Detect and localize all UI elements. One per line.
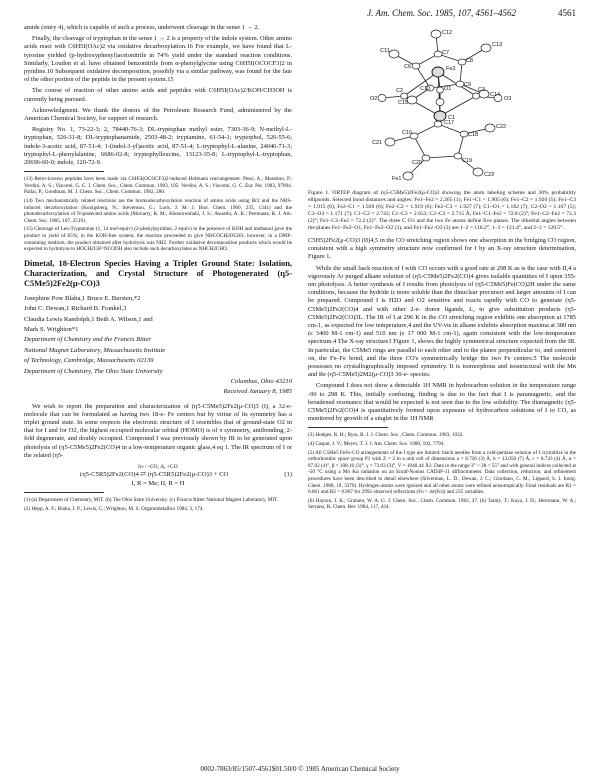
footnote-13: (13) Retro-inverso peptides have been made via C6H5I(OCOCF3)2-induced Hofmann rearrangement. Pessi, A.; Massimo, P.; Verdini, A. S.; Viscomi, G. C. J. Chem. Soc., Chem. Commun. 1983, 195. Verdini, A. S.; Viscomi, G. C. Eur. Pat. 1983, 97994. Pallai, P.; Goodman, M. J. Chem. Soc., Chem. Commun. 1982, 280. (24, 176, 292, 196)
right-column (308, 24, 576, 513)
affiliation-footnote-2: (2) Hepp, A. F.; Blaha, J. P.; Lewis, C.; Wrighton, M. S. Organometallics 1984, 3, 174. (24, 505, 204, 512)
atom-label: C20 (412, 160, 423, 166)
atom-label: O2 (370, 96, 378, 102)
footnote-5: (5) All C5Me5 FeFe-CO arrangements of the I type are limited: black needles from a cold-pentane solution of I crystallize in the orthorhombic space group P1 with Z = 2 in a unit cell of dimensions a = 8.736 (3) Å, b = 13.050 (7) Å, c = 8.743 (4) Å, α = 87.02 (4)°, β = 108.16 (3)°, γ = 73.03 (3)°, V = 1040.44 Å3. Data in the range 3° < 2θ < 55° and with general indices collected at -50 °C using a Mo Kα radiation on an Enraf-Nonius CAD4F-11 diffractometer. Data collection, reduction, and refinement procedures have been described in detail elsewhere (Silverman, L. D.; Dewan, J. C.; Giordano, C. M.; Lippard, S. J. Inorg. Chem. 1980, 19, 3379). Hydrogen atoms were ignored and all other atoms were refined anisotropically. Final residuals are R1 = 0.061 and R2 = 0.067 for 2992 observed reflections (Fo > 4σ(Fo)) and 235 variables. (308, 449, 576, 496)
atom-label: C3 (478, 87, 486, 93)
atom-label: O1 (444, 86, 452, 92)
equation-number: (1) (284, 471, 292, 479)
right-paragraph-3: Compound I does not show a detectable 1H NMR in hydrocarbon solution in the temperature range -90 to 298 K. This, initially confusing, finding is due to the fact that I is paramagnetic, and the broadened resonance that would be expected is not seen due to the low solubility. The diamagnetic (η5-C5Me5)2Fe2(CO)4 is quantitatively formed upon exposure of hydrocarbon solutions of I to CO, as monitored by growth of a singlet in the 1H NMR (308, 382, 576, 423)
intro-paragraph-2: Finally, the cleavage of tryptophan in the sense 1 → 2 is a property of the indole system. Other amino acids react with C6H5I(OAc)2 via oxidative decarboxylation.16 For example, we have found that L-tyrosine yielded (p-hydroxyphenyl)acetonitrile in 74% yield under the standard reaction conditions. Similarly, Loudon et al. have obtained benzonitrile from α-phenylglycine using C6H5I(OCOCF3)2 in pyridine.10 Subsequent oxidative decomposition, possibly via a similar pathway, was found for the fate of the other portion of the peptide in the present system.15 (24, 35, 292, 84)
page-number: 4561 (558, 8, 576, 18)
affiliation-line-1: Department of Chemistry and the Francis Bitter (24, 336, 152, 344)
page-footer: 0002-7863/85/1507-4561$01.50/0 © 1985 American Chemical Society (200, 765, 400, 773)
right-paragraph-2: While the small back reaction of I with CO occurs with a good rate at 298 K as is the case with II,4 a vigorously Ar purged alkane solution of (η5-C5Me5)2Fe2(CO)4 gives isolable quantities of I upon 355-nm photolysis. A better synthesis of I results from photolysis of (η5-C5Me5)Fe(CO)2H under the same conditions, because the hydride is more soluble than the dinuclear precursor and larger amounts of I can be prepared. Compound I is H2O and O2 sensitive and reacts rapidly with CO to generate (η5-C5Me5)2Fe2(CO)4 and with other 2-e- donor ligands, L, to give substitution products (η5-C5Me5)2Fe2(CO)3L. The IR of I at 296 K in the CO stretching region exhibits one absorption at 1785 cm-1, as expected for low temperature,4 and the UV-vis in alkane exhibits absorption maxima at 380 nm (ε 3400 M-1 cm-1) and 510 nm (ε 17 000 M-1 cm-1), again consistent with the low-temperature spectrum.4 The X-ray structure3 Figure 1, shows the highly symmetrical structure expected from the IR. In particular, the C5Me5 rings are parallel to each other and to the planes perpendicular to, and centered on, the Fe–Fe bond, and the three CO's symmetrically bridge the two Fe centers.5 The molecule possesses no crystallographically imposed symmetry. It is isomorphous and isostructural with the Mn and Re (η5-C5Me5)2M2(μ-CO)3 30-e- species. (308, 264, 576, 379)
atom-label: C10 (420, 86, 431, 92)
footnote-15: (15) Cleavage of Leu-Tryptamine (1, 14 mol-equiv) (2-phenylpyridine, 2 equiv) in the presence of KOH and methanol gave the product in yield of 65%; in the KOH-free system, the reaction proceeded to give NHCOCH2OCH3; however, in a DMF-containing medium, the product obtained after hydrolysis was NH2. Further oxidative decomposition products which would be expected to hydrolyze to HOCH2CH=NCOOH also include such decarboxylates as NHCH2CHO. (24, 226, 292, 253)
equation-conditions: hν / -CO, Δ, +CO (138, 464, 178, 471)
article-title: Dimetal, 18-Electron Species Having a Triplet Ground State: Isolation, Characterization, and Crystal Structure of Photogenerated (η5-C5Me5)2Fe2(μ-CO)3 (24, 258, 292, 288)
footnote-4: (4) Caspar, J. V.; Meyer, T. J. J. Am. Chem. Soc. 1980, 102, 7794. (308, 441, 445, 448)
affiliation-footnote-1: (1) (a) Department of Chemistry, MIT. (b) The Ohio State University. (c) Francis Bitter National Magnet Laboratory, MIT. (24, 497, 279, 504)
atom-label: O3 (504, 96, 512, 102)
ortep-diagram (308, 24, 576, 186)
atom-label: C11 (380, 48, 390, 54)
atom-label: C22 (496, 124, 507, 130)
footnote-6: (6) Hayton, J. K.; Graham, W. A. G. J. Chem. Soc., Chem. Commun. 1982, 37. (b) Tarnly, T.; Kaya, J. D.; Herrmann, W. A.; Serrano, R. Chem. Ber. 1984, 117, 434. (308, 497, 576, 511)
atom-label: C9 (464, 82, 472, 88)
article-body-paragraph-1: We wish to report the preparation and characterization of (η5-C5Me5)2Fe2(μ-CO)3 (I), a 32-e- molecule that can be formulated as having two 18-e- Fe centers but by virtue of its symmetry has a triplet ground state. In some respects the electronic structure of I resembles that of ground-state O2 in that for I and for O2, the highest occupied molecular orbital (HOMO) is of π symmetry, antibonding, 2-fold degenerate, and doubly occupied. Compound I was previously shown by IR to be generated upon photolysis of (η5-C5Me5)2Fe2(CO)4 in a low-temperature organic glass,4 eq 1. The IR spectrum of I or the related (η5- (24, 402, 292, 459)
atom-label: C7 (442, 50, 450, 56)
atom-label: C15 (398, 100, 409, 106)
author-line-4: Mark S. Wrighton*1 (24, 326, 79, 333)
atom-label: C2 (396, 88, 404, 94)
atom-label: C12 (442, 30, 453, 36)
footnote-rule-right (308, 427, 388, 428)
equation-text: (η5-C5R5)2Fe2(CO)4 ⇄ (η5-C5R5)2Fe2(μ-CO)3 + CO (80, 471, 229, 479)
atom-label: C18 (468, 132, 479, 138)
equation-labels: I, R = Me; II, R = H (131, 479, 185, 487)
figure-caption: Figure 1. ORTEP diagram of (η5-C5Me5)2Fe2(μ-CO)3 showing the atom labeling scheme and 30% probability ellipsoids. Selected bond distances and angles: Fe1–Fe2 = 2.265 (1); Fe1–C1 = 1.905 (6); Fe1–C2 = 1.920 (5); Fe1–C3 = 1.915 (6); Fe2–C1 = 1.928 (6); Fe2–C2 = 1.919 (6); Fe2–C3 = 1.927 (7); C1–O1 = 1.182 (7); C2–O2 = 1.167 (5); C3–O3 = 1.171 (7); C1–C2 = 2.743; C1–C3 = 2.653; C2–C3 = 2.715 Å; Fe1–C1–Fe2 = 72.8 (2)°; Fe1–C2–Fe2 = 72.3 (2)°; Fe1–C3–Fe2 = 72.2 (2)°. The three C O's and the two Fe atoms define five planes. The dihedral angles between the planes Fe1–Fe2–O1, Fe1–Fe2–O2 (3), and Fe1–Fe2–O3 (3) are 1–2 = 118.2°, 1–3 = 121.4°, and 2–3 = 120.5°. (308, 190, 576, 231)
footnote-rule (24, 171, 104, 172)
atom-label: C8 (466, 58, 474, 64)
atom-label: C17 (444, 120, 455, 126)
footnote-14: (14) Two mechanistically related reactions are the bromodecarboxylation reaction of amino acids using Br2 and the NBS-induced decarboxylation (Konigsberg, N.; Stevenson, G.; Luck, J. M. J. Biol. Chem. 1960, 235, 1341) and the photodecarboxylation of N-protected amino acids (Moriarty, R. M.; Khosrowshahi, J. S.; Awasthi, A. K.; Penmasta, R. J. Am. Chem. Soc. 1985, 107, 2519). (24, 198, 292, 224)
atom-label: Fe1 (392, 176, 402, 182)
atom-label: C21 (372, 140, 383, 146)
author-line-3: Claudia Lewis Randolph,1 Beth A. Wilson,1 and (24, 315, 153, 323)
author-line-1: Josephine Pow Blaha,1 Bruce E. Bursten,*2 (24, 294, 141, 302)
received-date: Received January 8, 1985 (223, 388, 292, 396)
intro-paragraph-1: amide (entry 4), which is capable of such a process, underwent cleavage in the sense 1 → 2. (24, 24, 260, 31)
author-line-2: John C. Dewan,1 Richard B. Frankel,3 (24, 305, 127, 313)
equation-1 (24, 463, 292, 488)
affiliation-line-2: National Magnet Laboratory, Massachusetts Institute (24, 346, 166, 354)
affiliation-line-3: of Technology, Cambridge, Massachusetts 02139 (24, 357, 154, 365)
atom-label: C1 (448, 115, 456, 121)
footnote-rule-2 (24, 492, 104, 493)
atom-label: C16 (402, 130, 413, 136)
journal-citation: J. Am. Chem. Soc. 1985, 107, 4561–4562 (367, 8, 516, 18)
footnote-3: (3) Hodges, R. H.; Ryss, R. J. J. Chem. Soc., Chem. Commun. 1983, 1032. (308, 432, 464, 439)
atom-label: C13 (492, 42, 503, 48)
affiliation-line-5: Columbus, Ohio 43210 (230, 378, 292, 386)
atom-label: C14 (490, 92, 501, 98)
atom-label: C23 (484, 172, 495, 178)
page-header (24, 8, 576, 20)
affiliation-line-4: Department of Chemistry, The Ohio State University (24, 367, 163, 375)
acknowledgment: Acknowledgment. We thank the donors of the Petroleum Research Fund, administered by the American Chemical Society, for support of research. (24, 106, 292, 123)
right-paragraph-1: C5H5)2Fe2(μ-CO)3 (II)4,5 in the CO stretching region shows one absorption in the bridging CO region, consistent with a high symmetry structure now confirmed for I by an X-ray structure determination, Figure 1. (308, 237, 576, 261)
intro-paragraph-3: The course of reaction of other amino acids and peptides with C6H5I(OAc)2/KOH/CH3OH is currently being pursued. (24, 87, 292, 103)
registry-numbers: Registry No. 1, 73-22-3; 2, 78440-76-3; DL-tryptophan methyl ester, 7303-36-9; N-methyl-L-tryptophan, 526-31-8; DL-tryptophanamide, 2503-48-2; tryptamine, 61-54-1; tryptophol, 526-55-6; indole-3-acetic acid, 87-51-4; 1-(indol-3-yl)acetic acid, 87-51-4; L-tryptophyl-L-alanine, 24046-71-3; tryptophyl-L-phenylalanine, 6686-02-8; tryptophylleucine, 13123-35-8; L-tryptophyl-L-tryptophan, 20696-60-0; indole, 120-72-9. (24, 126, 292, 167)
left-column (24, 24, 292, 514)
atom-label: C6 (404, 64, 412, 70)
fe1-atom (432, 67, 444, 77)
ortep-figure (308, 24, 576, 186)
atom-label: Fe2 (446, 66, 456, 72)
atom-label: C19 (462, 158, 473, 164)
